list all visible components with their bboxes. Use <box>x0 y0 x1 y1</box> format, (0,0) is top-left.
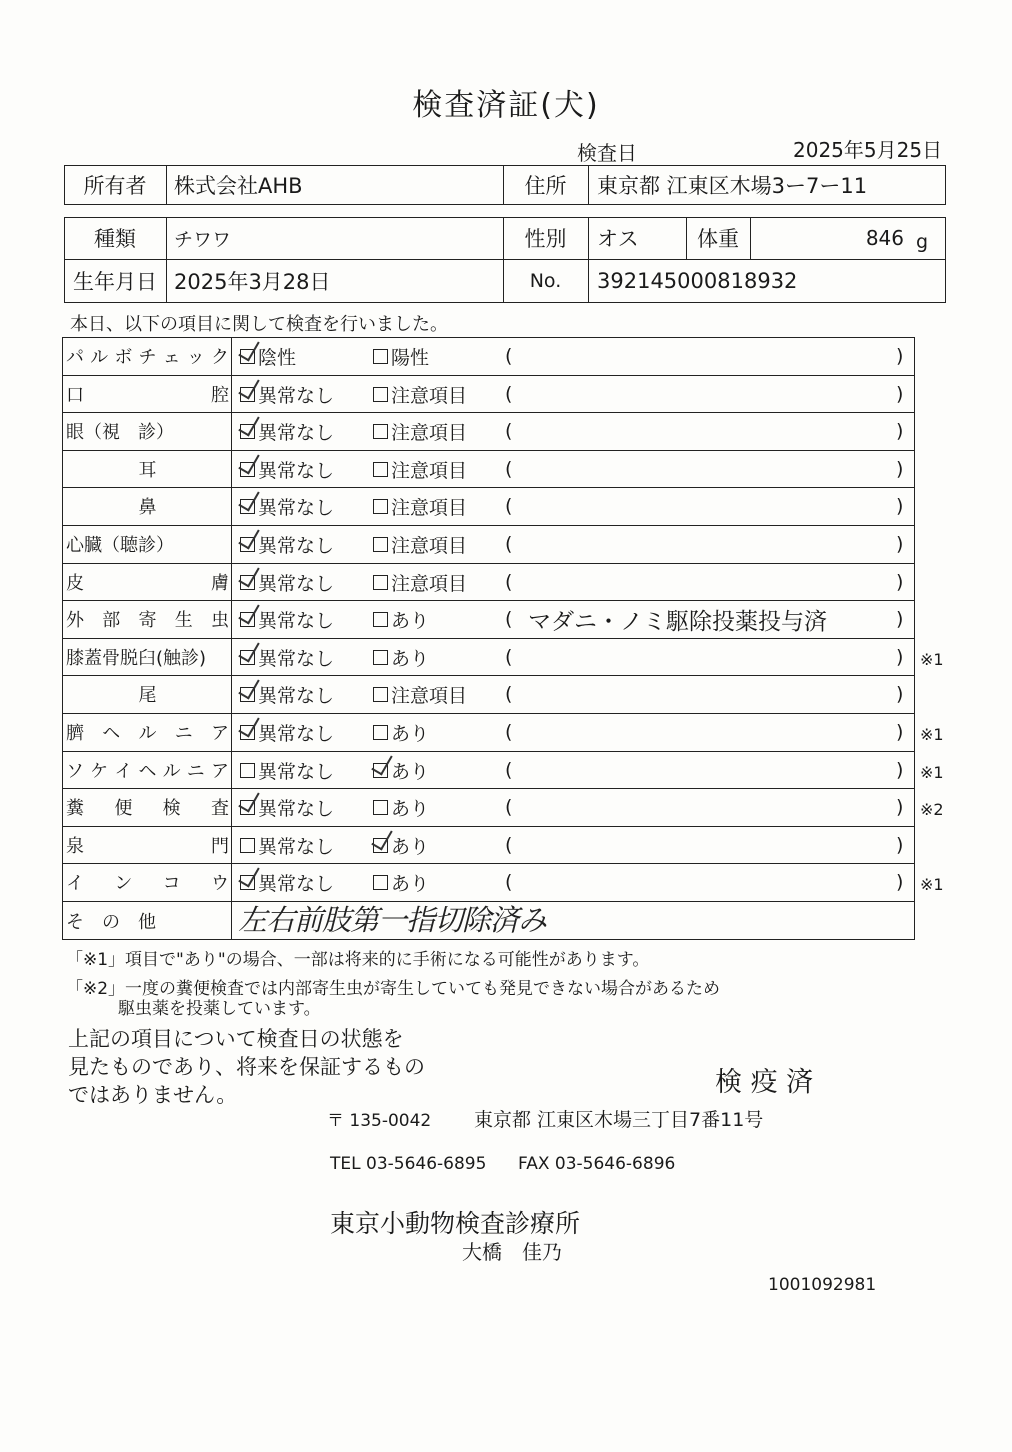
option-label: 異常なし <box>258 760 335 783</box>
breed-label: 種類 <box>94 227 136 251</box>
clinic-name: 東京小動物検査診療所 <box>330 1209 581 1238</box>
checkbox-icon[interactable] <box>373 875 388 890</box>
paren-open: ( <box>505 871 513 893</box>
checkbox-icon[interactable] <box>373 687 388 702</box>
footnote-1: 「※1」項目で"あり"の場合、一部は将来的に手術になる可能性があります。 <box>66 950 650 970</box>
option-normal[interactable] <box>240 863 334 901</box>
checkbox-icon[interactable] <box>240 650 255 665</box>
option-finding[interactable] <box>373 600 429 638</box>
checkbox-icon[interactable] <box>373 499 388 514</box>
checklist-row <box>0 600 1012 638</box>
paren-open: ( <box>505 834 513 856</box>
option-finding[interactable] <box>373 713 429 751</box>
footnote-mark: ※1 <box>920 762 944 782</box>
option-label: 注意項目 <box>391 459 468 482</box>
option-normal[interactable] <box>240 525 334 563</box>
option-finding[interactable] <box>373 751 429 789</box>
option-normal[interactable] <box>240 487 334 525</box>
option-label: 陽性 <box>391 346 430 369</box>
number-label: No. <box>529 270 562 292</box>
sex-value: オス <box>597 227 639 251</box>
item-label: 尾 <box>138 685 157 706</box>
footnote-mark: ※1 <box>920 649 944 669</box>
paren-close: ) <box>896 721 904 743</box>
checklist-row <box>0 563 1012 601</box>
disclaimer-line-2: 見たものであり、将来を保証するもの <box>68 1055 425 1079</box>
paren-close: ) <box>896 458 904 480</box>
checkbox-icon[interactable] <box>240 349 255 364</box>
checkbox-icon[interactable] <box>373 424 388 439</box>
postal-code: 〒 135-0042 <box>327 1111 432 1131</box>
item-label: 口 腔 <box>66 385 229 406</box>
paren-open: ( <box>505 458 513 480</box>
option-finding[interactable] <box>373 412 467 450</box>
option-label: あり <box>391 872 430 895</box>
checklist-row <box>0 412 1012 450</box>
checkbox-icon[interactable] <box>240 763 255 778</box>
paren-open: ( <box>505 345 513 367</box>
paren-open: ( <box>505 533 513 555</box>
breed-value: チワワ <box>174 228 232 251</box>
paren-open: ( <box>505 383 513 405</box>
paren-close: ) <box>896 683 904 705</box>
checkbox-icon[interactable] <box>240 687 255 702</box>
paren-close: ) <box>896 646 904 668</box>
paren-close: ) <box>896 420 904 442</box>
checkbox-icon[interactable] <box>373 650 388 665</box>
option-label: 注意項目 <box>391 384 468 407</box>
weight-value: 846 <box>865 226 904 250</box>
disclaimer-line-1: 上記の項目について検査日の状態を <box>68 1027 404 1051</box>
address-value: 東京都 江東区木場3ー7ー11 <box>597 174 868 198</box>
checkbox-icon[interactable] <box>373 838 388 853</box>
weight-unit: g <box>916 231 929 253</box>
checkbox-icon[interactable] <box>240 838 255 853</box>
option-label: あり <box>391 797 430 820</box>
exam-date-label: 検査日 <box>577 141 637 165</box>
paren-close: ) <box>896 796 904 818</box>
page-title: 検査済証(犬) <box>412 88 600 123</box>
option-label: 異常なし <box>258 384 335 407</box>
paren-close: ) <box>896 834 904 856</box>
option-label: 異常なし <box>258 722 335 745</box>
option-finding[interactable] <box>373 337 429 375</box>
clinic-address: 東京都 江東区木場三丁目7番11号 <box>474 1109 764 1131</box>
option-label: あり <box>391 647 430 670</box>
checkbox-icon[interactable] <box>240 612 255 627</box>
option-label: あり <box>391 722 430 745</box>
option-label: 注意項目 <box>391 572 468 595</box>
option-label: 異常なし <box>258 835 335 858</box>
option-finding[interactable] <box>373 788 429 826</box>
option-label: 異常なし <box>258 684 335 707</box>
footnote-mark: ※1 <box>920 724 944 744</box>
checkbox-icon[interactable] <box>240 499 255 514</box>
option-normal[interactable] <box>240 751 334 789</box>
option-label: 異常なし <box>258 421 335 444</box>
option-normal[interactable] <box>240 375 334 413</box>
option-finding[interactable] <box>373 826 429 864</box>
checklist-row <box>0 337 1012 375</box>
quarantine-stamp: 検 疫 済 <box>715 1067 814 1098</box>
paren-close: ) <box>896 571 904 593</box>
checklist-row <box>0 525 1012 563</box>
intro-text: 本日、以下の項目に関して検査を行いました。 <box>70 314 448 335</box>
option-finding[interactable] <box>373 563 467 601</box>
checklist-row <box>0 863 1012 901</box>
weight-label: 体重 <box>697 227 739 251</box>
paren-close: ) <box>896 533 904 555</box>
option-label: 異常なし <box>258 647 335 670</box>
item-label: 外 部 寄 生 虫 <box>66 610 229 631</box>
option-label: 陰性 <box>258 346 297 369</box>
checkbox-icon[interactable] <box>373 387 388 402</box>
checkbox-icon[interactable] <box>240 462 255 477</box>
checkbox-icon[interactable] <box>373 349 388 364</box>
checkbox-icon[interactable] <box>373 537 388 552</box>
option-label: あり <box>391 609 430 632</box>
checkbox-icon[interactable] <box>373 462 388 477</box>
paren-close: ) <box>896 383 904 405</box>
option-finding[interactable] <box>373 675 467 713</box>
option-normal[interactable] <box>240 337 296 375</box>
paren-open: ( <box>505 608 513 630</box>
owner-value: 株式会社AHB <box>174 174 303 198</box>
checkbox-icon[interactable] <box>240 575 255 590</box>
option-label: 異常なし <box>258 609 335 632</box>
option-normal[interactable] <box>240 788 334 826</box>
option-label: 異常なし <box>258 872 335 895</box>
paren-open: ( <box>505 759 513 781</box>
checklist-row <box>0 713 1012 751</box>
paren-close: ) <box>896 345 904 367</box>
paren-close: ) <box>896 608 904 630</box>
checkbox-icon[interactable] <box>240 424 255 439</box>
item-label: 臍 ヘ ル ニ ア <box>66 723 229 744</box>
checkbox-icon[interactable] <box>373 725 388 740</box>
footnote-mark: ※1 <box>920 874 944 894</box>
item-label: 耳 <box>138 460 157 481</box>
owner-label: 所有者 <box>83 174 147 198</box>
option-normal[interactable] <box>240 638 334 676</box>
option-label: 異常なし <box>258 797 335 820</box>
option-finding[interactable] <box>373 487 467 525</box>
checkbox-icon[interactable] <box>240 387 255 402</box>
checklist-row <box>0 450 1012 488</box>
number-value: 392145000818932 <box>597 269 798 293</box>
other-label: そ の 他 <box>66 911 156 933</box>
option-normal[interactable] <box>240 713 334 751</box>
paren-open: ( <box>505 420 513 442</box>
paren-open: ( <box>505 796 513 818</box>
item-label: 皮 膚 <box>66 573 229 594</box>
item-label: 膝蓋骨脱臼(触診) <box>66 648 207 669</box>
dob-value: 2025年3月28日 <box>174 270 331 294</box>
option-label: あり <box>391 760 430 783</box>
item-label: 心臓（聴診） <box>66 535 174 556</box>
checklist-row <box>0 826 1012 864</box>
checkbox-icon[interactable] <box>240 725 255 740</box>
clinic-fax: FAX 03-5646-6896 <box>518 1154 676 1174</box>
option-label: 注意項目 <box>391 684 468 707</box>
checkbox-icon[interactable] <box>240 800 255 815</box>
option-normal[interactable] <box>240 600 334 638</box>
option-label: 異常なし <box>258 496 335 519</box>
option-label: 異常なし <box>258 459 335 482</box>
checklist-row <box>0 788 1012 826</box>
exam-date: 2025年5月25日 <box>793 138 943 162</box>
paren-close: ) <box>896 495 904 517</box>
option-label: 異常なし <box>258 572 335 595</box>
paren-close: ) <box>896 759 904 781</box>
option-label: 注意項目 <box>391 534 468 557</box>
checkbox-icon[interactable] <box>240 875 255 890</box>
option-finding[interactable] <box>373 450 467 488</box>
option-label: 異常なし <box>258 534 335 557</box>
option-label: あり <box>391 835 430 858</box>
option-normal[interactable] <box>240 412 334 450</box>
dob-label: 生年月日 <box>73 270 157 294</box>
option-normal[interactable] <box>240 826 334 864</box>
option-finding[interactable] <box>373 525 467 563</box>
document-id: 1001092981 <box>768 1275 877 1295</box>
item-label: 眼（視 診） <box>66 422 174 443</box>
paren-open: ( <box>505 495 513 517</box>
doctor-name: 大橋 佳乃 <box>462 1240 562 1264</box>
checklist-row <box>0 375 1012 413</box>
checklist-row <box>0 638 1012 676</box>
footnote-mark: ※2 <box>920 799 944 819</box>
item-label: イ ン コ ウ <box>66 873 229 894</box>
option-normal[interactable] <box>240 450 334 488</box>
checklist-row <box>0 751 1012 789</box>
address-label: 住所 <box>524 174 567 198</box>
disclaimer-line-3: ではありません。 <box>68 1083 238 1107</box>
checkbox-icon[interactable] <box>373 800 388 815</box>
option-normal[interactable] <box>240 563 334 601</box>
footnote-2: 「※2」一度の糞便検査では内部寄生虫が寄生していても発見できない場合があるため <box>66 979 721 999</box>
paren-close: ) <box>896 871 904 893</box>
checkbox-icon[interactable] <box>240 537 255 552</box>
item-label: 泉 門 <box>66 836 229 857</box>
clinic-tel: TEL 03-5646-6895 <box>330 1154 487 1174</box>
paren-open: ( <box>505 721 513 743</box>
other-value: 左右前肢第一指切除済み <box>238 903 547 937</box>
checkbox-icon[interactable] <box>373 612 388 627</box>
paren-open: ( <box>505 683 513 705</box>
item-label: ソ ケ イ ヘ ル ニ ア <box>66 761 229 782</box>
option-label: 注意項目 <box>391 421 468 444</box>
paren-open: ( <box>505 571 513 593</box>
item-label: 糞 便 検 査 <box>66 798 229 819</box>
checkbox-icon[interactable] <box>373 575 388 590</box>
item-label: パ ル ボ チ ェ ッ ク <box>66 347 229 368</box>
checkbox-icon[interactable] <box>373 763 388 778</box>
checklist-row <box>0 487 1012 525</box>
option-label: 注意項目 <box>391 496 468 519</box>
paren-open: ( <box>505 646 513 668</box>
sex-label: 性別 <box>524 227 567 251</box>
footnote-2-cont: 駆虫薬を投薬しています。 <box>118 999 321 1019</box>
item-note[interactable]: マダニ・ノミ駆除投薬投与済 <box>528 608 827 635</box>
item-label: 鼻 <box>138 497 157 518</box>
option-normal[interactable] <box>240 675 334 713</box>
option-finding[interactable] <box>373 863 429 901</box>
option-finding[interactable] <box>373 638 429 676</box>
option-finding[interactable] <box>373 375 467 413</box>
checklist-row <box>0 675 1012 713</box>
